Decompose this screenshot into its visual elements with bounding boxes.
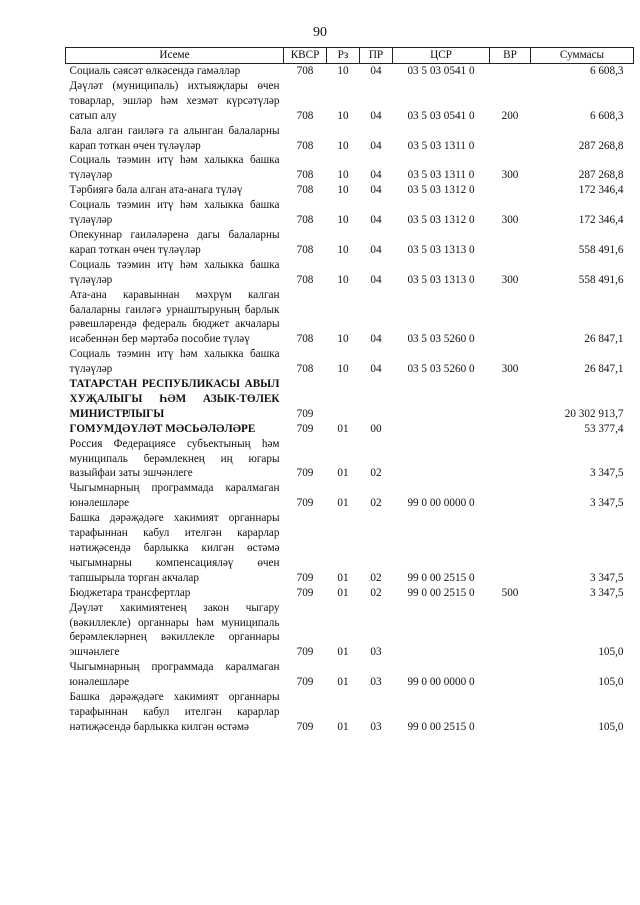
cell-sum: 287 268,8	[578, 139, 624, 152]
table-row	[66, 377, 634, 422]
cell-vr: 300	[501, 169, 519, 182]
cell-vr	[490, 64, 531, 79]
table-row	[66, 422, 634, 437]
table-row	[66, 347, 634, 377]
cell-name: Тәрбиягә бала алган ата-анага түләү	[69, 184, 243, 197]
cell-kvsr: 709	[296, 497, 314, 510]
cell-name: Социаль тәэмин итү һәм халыкка башка түләүләр	[69, 348, 280, 376]
cell-csr: 03 5 03 1313 0	[407, 243, 475, 256]
cell-pr: 02	[370, 497, 382, 510]
cell-kvsr: 709	[296, 586, 314, 599]
cell-vr: 500	[501, 586, 519, 599]
cell-kvsr: 709	[296, 571, 314, 584]
cell-sum: 6 608,3	[589, 65, 624, 77]
cell-sum: 6 608,3	[589, 109, 624, 122]
table-row	[66, 228, 634, 258]
cell-vr	[490, 377, 531, 422]
cell-rz: 10	[337, 169, 349, 182]
table-row	[66, 660, 634, 690]
cell-pr: 04	[370, 184, 382, 197]
table-row	[66, 153, 634, 183]
table-row	[66, 586, 634, 601]
cell-name: Бала алган гаиләгә га алынган балаларны карап тоткан өчен түләүләр	[69, 124, 280, 152]
cell-vr: 300	[501, 363, 519, 376]
cell-sum: 287 268,8	[578, 169, 624, 182]
cell-sum: 26 847,1	[584, 363, 624, 376]
cell-csr: 03 5 03 5260 0	[407, 333, 475, 346]
cell-kvsr: 709	[296, 422, 314, 435]
cell-kvsr: 708	[296, 109, 314, 122]
cell-csr: 99 0 00 0000 0	[407, 676, 475, 689]
cell-rz: 10	[337, 273, 349, 286]
cell-kvsr: 708	[296, 139, 314, 152]
cell-name: Дәүләт хакимиятенең закон чыгару (вәкиллекле) органнары һәм муниципаль берәмлекләрнең вәкиллекле органнары эшчәнлеге	[69, 601, 280, 659]
cell-pr: 03	[370, 676, 382, 689]
table-row	[66, 511, 634, 586]
cell-sum: 558 491,6	[578, 273, 624, 286]
table-row	[66, 690, 634, 735]
cell-sum: 105,0	[598, 646, 624, 659]
cell-vr: 200	[501, 109, 519, 122]
cell-sum: 558 491,6	[578, 243, 624, 256]
cell-name: Россия Федерациясе субъектының һәм муниципаль берәмлекнең иң югары вазыйфаи заты эшчәнлеге	[69, 437, 280, 480]
cell-rz: 10	[337, 184, 349, 197]
cell-csr	[393, 377, 490, 422]
cell-name: Ата-ана каравыннан мәхрүм калган балаларны гаиләгә урнаштыруның барлык рәвешләрендә федераль бюджет акчалары исәбеннән бер мәртәбә пособие түләү	[69, 288, 280, 346]
cell-pr: 04	[370, 109, 382, 122]
cell-rz: 10	[337, 363, 349, 376]
cell-vr: 300	[501, 214, 519, 227]
cell-sum: 3 347,5	[589, 497, 624, 510]
cell-name: Башка дәрәҗәдәге хакимият органнары тарафыннан кабул ителгән карарлар нәтиҗәсендә барлыкка килгән өстәмә чыгымнарны компенсацияләү өчен тапшырыла торган акчалар	[69, 512, 280, 584]
table-row	[66, 198, 634, 228]
cell-pr: 04	[370, 214, 382, 227]
table-row	[66, 437, 634, 482]
cell-kvsr: 708	[296, 273, 314, 286]
cell-name: Чыгымнарның программада каралмаган юнәлешләре	[69, 482, 280, 510]
cell-rz: 01	[337, 646, 349, 659]
cell-sum: 26 847,1	[584, 333, 624, 346]
cell-name: Бюджетара трансфертлар	[69, 586, 191, 599]
cell-pr: 04	[370, 243, 382, 256]
table-row	[66, 258, 634, 288]
cell-kvsr: 708	[296, 169, 314, 182]
table-row	[66, 288, 634, 348]
cell-sum: 105,0	[598, 720, 624, 733]
cell-sum: 3 347,5	[589, 571, 624, 584]
cell-rz: 10	[337, 333, 349, 346]
cell-csr: 03 5 03 1311 0	[407, 139, 475, 152]
cell-kvsr: 709	[296, 407, 314, 420]
table-row	[66, 124, 634, 154]
table-body	[66, 64, 634, 735]
cell-kvsr: 708	[296, 363, 314, 376]
cell-rz: 10	[337, 139, 349, 152]
cell-rz: 10	[337, 243, 349, 256]
cell-rz: 10	[337, 109, 349, 122]
cell-pr: 04	[370, 65, 382, 77]
cell-vr	[490, 601, 531, 661]
cell-sum: 53 377,4	[584, 422, 624, 435]
header-vr: ВР	[490, 48, 531, 64]
header-rz: Рз	[327, 48, 360, 64]
cell-name: ТАТАРСТАН РЕСПУБЛИКАСЫ АВЫЛ ХУҖАЛЫГЫ ҺӘМ АЗЫК-ТӨЛЕК МИНИСТРЛЫГЫ	[69, 378, 280, 420]
cell-kvsr: 708	[296, 243, 314, 256]
cell-csr	[393, 437, 490, 482]
cell-pr: 04	[370, 363, 382, 376]
cell-csr: 03 5 03 0541 0	[407, 65, 475, 77]
cell-pr: 00	[370, 422, 382, 435]
cell-rz: 01	[337, 422, 349, 435]
header-kvsr: КВСР	[284, 48, 327, 64]
cell-csr: 03 5 03 1313 0	[407, 273, 475, 286]
cell-rz: 01	[337, 467, 349, 480]
cell-csr: 99 0 00 2515 0	[407, 586, 475, 599]
cell-rz: 10	[337, 214, 349, 227]
cell-kvsr: 709	[296, 646, 314, 659]
cell-csr: 03 5 03 1312 0	[407, 184, 475, 197]
cell-name: Социаль тәэмин итү һәм халыкка башка түләүләр	[69, 258, 280, 286]
cell-vr	[490, 183, 531, 198]
cell-csr: 03 5 03 1311 0	[407, 169, 475, 182]
cell-rz: 01	[337, 720, 349, 733]
cell-pr: 02	[370, 586, 382, 599]
cell-name: ГОМУМДӘҮЛӘТ МӘСЬӘЛӘЛӘРЕ	[69, 422, 256, 435]
table-row	[66, 64, 634, 79]
cell-csr: 03 5 03 0541 0	[407, 109, 475, 122]
cell-csr	[393, 422, 490, 437]
cell-pr: 04	[370, 273, 382, 286]
cell-rz	[327, 377, 360, 422]
cell-csr: 99 0 00 0000 0	[407, 497, 475, 510]
cell-name: Башка дәрәҗәдәге хакимият органнары тарафыннан кабул ителгән карарлар нәтиҗәсендә барлыкка килгән өстәмә	[69, 691, 280, 733]
cell-vr	[490, 228, 531, 258]
cell-vr	[490, 481, 531, 511]
cell-sum: 172 346,4	[578, 184, 624, 197]
cell-sum: 3 347,5	[589, 467, 624, 480]
header-pr: ПР	[360, 48, 393, 64]
cell-vr	[490, 437, 531, 482]
cell-pr: 04	[370, 139, 382, 152]
cell-kvsr: 709	[296, 467, 314, 480]
table-row	[66, 183, 634, 198]
cell-csr	[393, 601, 490, 661]
cell-vr	[490, 124, 531, 154]
cell-kvsr: 709	[296, 676, 314, 689]
cell-pr: 03	[370, 646, 382, 659]
cell-vr	[490, 690, 531, 735]
page-number: 90	[313, 25, 327, 40]
cell-sum: 20 302 913,7	[564, 407, 624, 420]
cell-name: Социаль сәясәт өлкәсендә гамәлләр	[69, 65, 241, 77]
cell-sum: 105,0	[598, 676, 624, 689]
cell-name: Социаль тәэмин итү һәм халыкка башка түләүләр	[69, 199, 280, 227]
header-name: Исеме	[66, 48, 284, 64]
cell-rz: 01	[337, 497, 349, 510]
cell-rz: 10	[337, 65, 349, 77]
cell-sum: 3 347,5	[589, 586, 624, 599]
budget-table	[65, 47, 634, 735]
cell-rz: 01	[337, 676, 349, 689]
cell-vr: 300	[501, 273, 519, 286]
cell-sum: 172 346,4	[578, 214, 624, 227]
cell-vr	[490, 422, 531, 437]
cell-pr	[360, 377, 393, 422]
cell-pr: 04	[370, 333, 382, 346]
cell-rz: 01	[337, 571, 349, 584]
cell-name: Дәүләт (муниципаль) ихтыяҗлары өчен товарлар, эшләр һәм хезмәт күрсәтүләр сатып алу	[69, 79, 280, 122]
cell-kvsr: 708	[296, 214, 314, 227]
header-csr: ЦСР	[393, 48, 490, 64]
table-header	[66, 48, 634, 64]
header-sum: Суммасы	[531, 48, 634, 64]
cell-csr: 03 5 03 1312 0	[407, 214, 475, 227]
cell-vr	[490, 660, 531, 690]
cell-csr: 99 0 00 2515 0	[407, 720, 475, 733]
cell-name: Опекуннар гаиләләренә дагы балаларны карап тоткан өчен түләүләр	[69, 228, 280, 256]
cell-vr	[490, 288, 531, 348]
cell-csr: 03 5 03 5260 0	[407, 363, 475, 376]
cell-pr: 02	[370, 571, 382, 584]
cell-kvsr: 709	[296, 720, 314, 733]
cell-pr: 04	[370, 169, 382, 182]
cell-name: Социаль тәэмин итү һәм халыкка башка түләүләр	[69, 154, 280, 182]
table-row	[66, 601, 634, 661]
cell-kvsr: 708	[296, 65, 314, 77]
cell-pr: 02	[370, 467, 382, 480]
cell-pr: 03	[370, 720, 382, 733]
table-row	[66, 481, 634, 511]
table-row	[66, 79, 634, 124]
cell-csr: 99 0 00 2515 0	[407, 571, 475, 584]
cell-name: Чыгымнарның программада каралмаган юнәлешләре	[69, 661, 280, 689]
cell-vr	[490, 511, 531, 586]
cell-kvsr: 708	[296, 184, 314, 197]
cell-rz: 01	[337, 586, 349, 599]
cell-kvsr: 708	[296, 333, 314, 346]
